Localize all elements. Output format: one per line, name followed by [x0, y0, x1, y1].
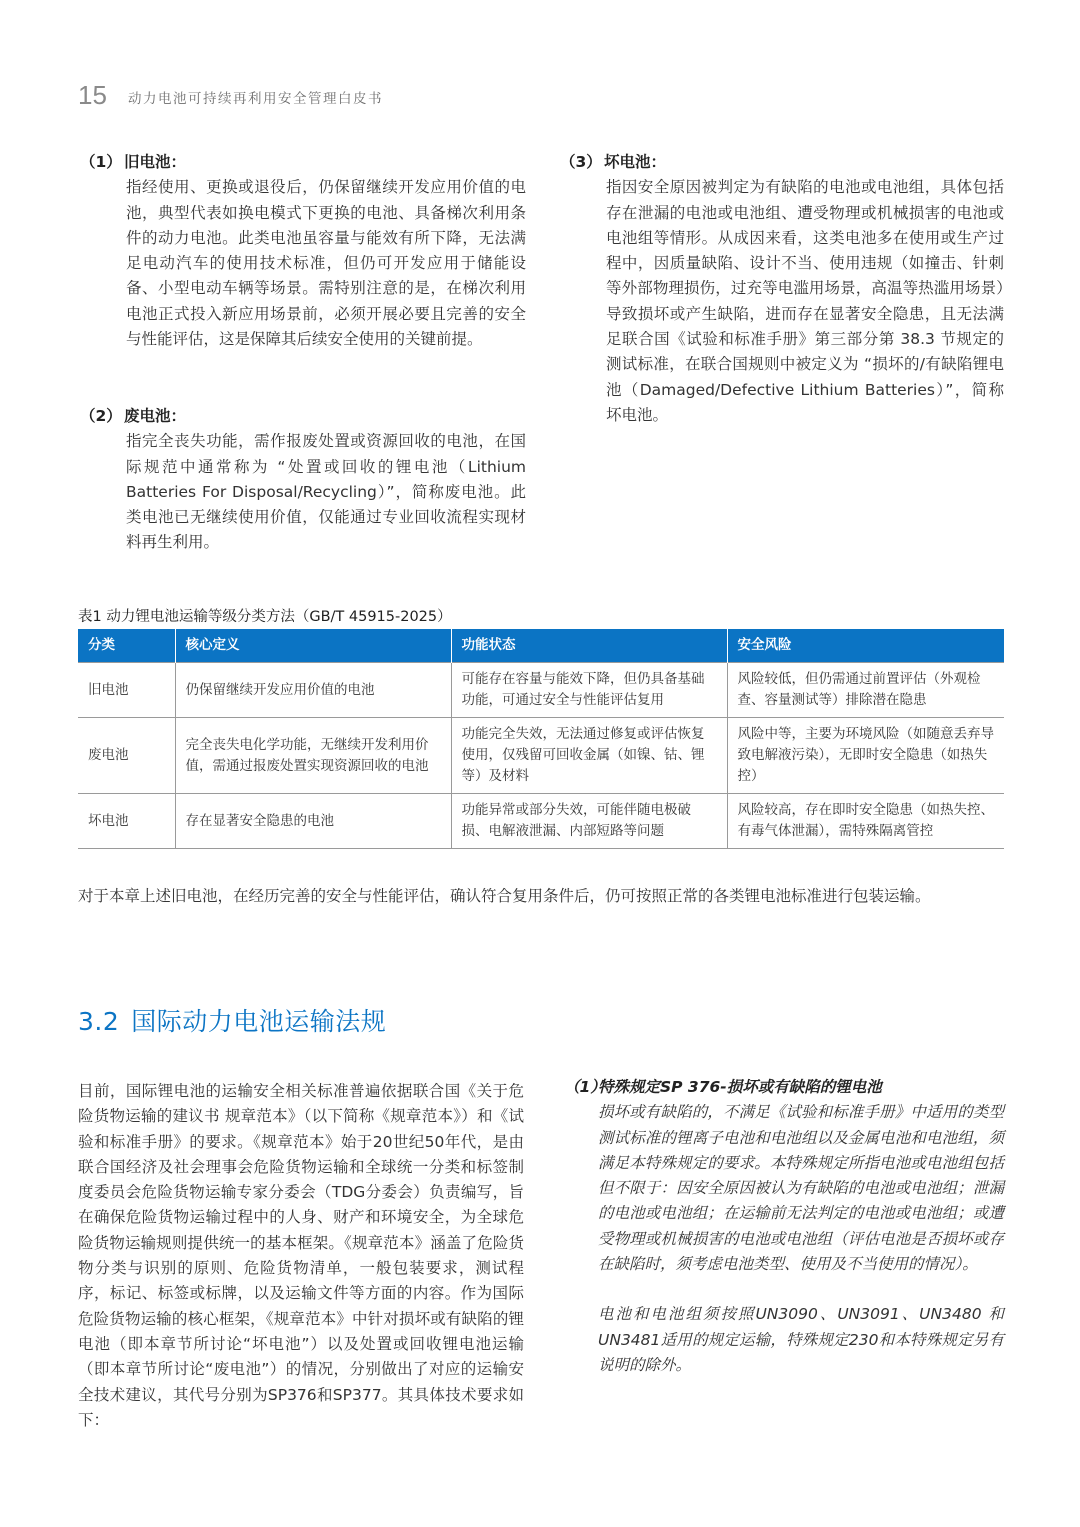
table-row — [78, 718, 1004, 794]
sp-body-continued: 电池和电池组须按照UN3090、UN3091、UN3480 和UN3481适用的规定运输，特殊规定230和本特殊规定另有说明的除外。 — [598, 1305, 1004, 1374]
item-body: 指完全丧失功能，需作报废处置或资源回收的电池，在国际规范中通常称为 “处置或回收的锂电池（Lithium Batteries For Disposal/Recycling）”，简称废电池。此类电池已无继续使用价值，仅能通过专业回收流程实现材料再生利用。 — [126, 432, 526, 552]
intro-paragraph: 目前，国际锂电池的运输安全相关标准普遍依据联合国《关于危险货物运输的建议书 规章范本》（以下简称《规章范本》）和《试验和标准手册》的要求。《规章范本》始于20世纪50年代，是由联合国经济及社会理事会危险货物运输和全球统一分类和标签制度委员会危险货物运输专家分委会（TDG分委会）负责编写，旨在确保危险货物运输过程中的人身、财产和环境安全，为全球危险货物运输规则提供统一的基本框架。《规章范本》涵盖了危险货物分类与识别的原则、危险货物清单，一般包装要求，测试程序，标记、标签或标牌，以及运输文件等方面的内容。作为国际危险货物运输的核心框架，《规章范本》中针对损坏或有缺陷的锂电池（即本章节所讨论“坏电池”）以及处置或回收锂电池运输（即本章节所讨论“废电池”）的情况，分别做出了对应的运输安全技术建议，其代号分别为SP376和SP377。其具体技术要求如下： — [78, 1082, 524, 1429]
table-cell: 坏电池 — [78, 794, 175, 849]
item-body: 指因安全原因被判定为有缺陷的电池或电池组，具体包括存在泄漏的电池或电池组、遭受物理或机械损害的电池或电池组等情形。从成因来看，这类电池多在使用或生产过程中，因质量缺陷、设计不当、使用违规（如撞击、针刺等外部物理损伤，过充等电滥用场景，高温等热滥用场景）导致损坏或产生缺陷，进而存在显著安全隐患，且无法满足联合国《试验和标准手册》第三部分第 38.3 节规定的测试标准，在联合国规则中被定义为 “损坏的/有缺陷锂电池（Damaged/Defective Lithium Batteries）”，简称坏电池。 — [606, 178, 1004, 424]
item-number: （2） — [80, 407, 122, 425]
item-title-text: 废电池： — [124, 407, 187, 425]
table-cell: 存在显著安全隐患的电池 — [175, 794, 451, 849]
column-header: 功能状态 — [451, 629, 727, 663]
column-header: 核心定义 — [175, 629, 451, 663]
table-cell: 仍保留继续开发应用价值的电池 — [175, 663, 451, 718]
table-cell: 旧电池 — [78, 663, 175, 718]
sp-body: 损坏或有缺陷的，不满足《试验和标准手册》中适用的类型测试标准的锂离子电池和电池组以及金属电池和电池组，须满足本特殊规定的要求。本特殊规定所指电池或电池组包括但不限于：因安全原因被认为有缺陷的电池或电池组；泄漏的电池或电池组；在运输前无法判定的电池或电池组；或遭受物理或机械损害的电池或电池组（评估电池是否损坏或存在缺陷时，须考虑电池类型、使用及不当使用的情况）。 — [598, 1103, 1004, 1274]
item-title — [80, 404, 526, 429]
item-number: （3） — [560, 153, 602, 171]
table-cell: 废电池 — [78, 718, 175, 794]
table-cell: 风险中等，主要为环境风险（如随意丢弃导致电解液污染），无即时安全隐患（如热失控） — [727, 718, 1004, 794]
item-title — [560, 150, 1004, 175]
column-header: 分类 — [78, 629, 175, 663]
item-title-text: 旧电池： — [124, 153, 187, 171]
special-provision-sp376 — [564, 1075, 1004, 1378]
classification-table — [78, 629, 1004, 849]
item-title-text: 坏电池： — [604, 153, 667, 171]
table-cell: 风险较低，但仍需通过前置评估（外观检查、容量测试等）排除潜在隐患 — [727, 663, 1004, 718]
table-cell: 功能异常或部分失效，可能伴随电极破损、电解液泄漏、内部短路等问题 — [451, 794, 727, 849]
item-number: （1） — [80, 153, 122, 171]
sp-title-text: 特殊规定SP 376-损坏或有缺陷的锂电池 — [598, 1078, 882, 1096]
section-title-text: 国际动力电池运输法规 — [131, 1007, 387, 1036]
table-cell: 完全丧失电化学功能，无继续开发利用价值，需通过报废处置实现资源回收的电池 — [175, 718, 451, 794]
table-row — [78, 663, 1004, 718]
definition-waste-battery — [80, 404, 526, 556]
definition-damaged-battery — [560, 150, 1004, 428]
column-header: 安全风险 — [727, 629, 1004, 663]
table-cell: 可能存在容量与能效下降，但仍具备基础功能，可通过安全与性能评估复用 — [451, 663, 727, 718]
sp-title — [564, 1075, 1004, 1100]
table-cell: 风险较高，存在即时安全隐患（如热失控、有毒气体泄漏），需特殊隔离管控 — [727, 794, 1004, 849]
table-row — [78, 794, 1004, 849]
sp-number: （1） — [564, 1078, 606, 1096]
item-body: 指经使用、更换或退役后，仍保留继续开发应用价值的电池，典型代表如换电模式下更换的电池、具备梯次利用条件的动力电池。此类电池虽容量与能效有所下降，无法满足电动汽车的使用技术标准，但仍可开发应用于储能设备、小型电动车辆等场景。需特别注意的是，在梯次利用电池正式投入新应用场景前，必须开展必要且完善的安全与性能评估，这是保障其后续安全使用的关键前提。 — [126, 178, 526, 349]
item-title — [80, 150, 526, 175]
table-header-row — [78, 629, 1004, 663]
table-note: 对于本章上述旧电池，在经历完善的安全与性能评估，确认符合复用条件后，仍可按照正常的各类锂电池标准进行包装运输。 — [78, 887, 931, 905]
running-title: 动力电池可持续再利用安全管理白皮书 — [128, 91, 383, 107]
page-number: 15 — [78, 80, 107, 110]
section-number: 3.2 — [78, 1007, 120, 1036]
table-cell: 功能完全失效，无法通过修复或评估恢复使用，仅残留可回收金属（如镍、钴、锂等）及材料 — [451, 718, 727, 794]
table-caption: 表1 动力锂电池运输等级分类方法（GB/T 45915-2025） — [78, 609, 452, 625]
section-heading — [78, 1002, 386, 1038]
definition-old-battery — [80, 150, 526, 352]
